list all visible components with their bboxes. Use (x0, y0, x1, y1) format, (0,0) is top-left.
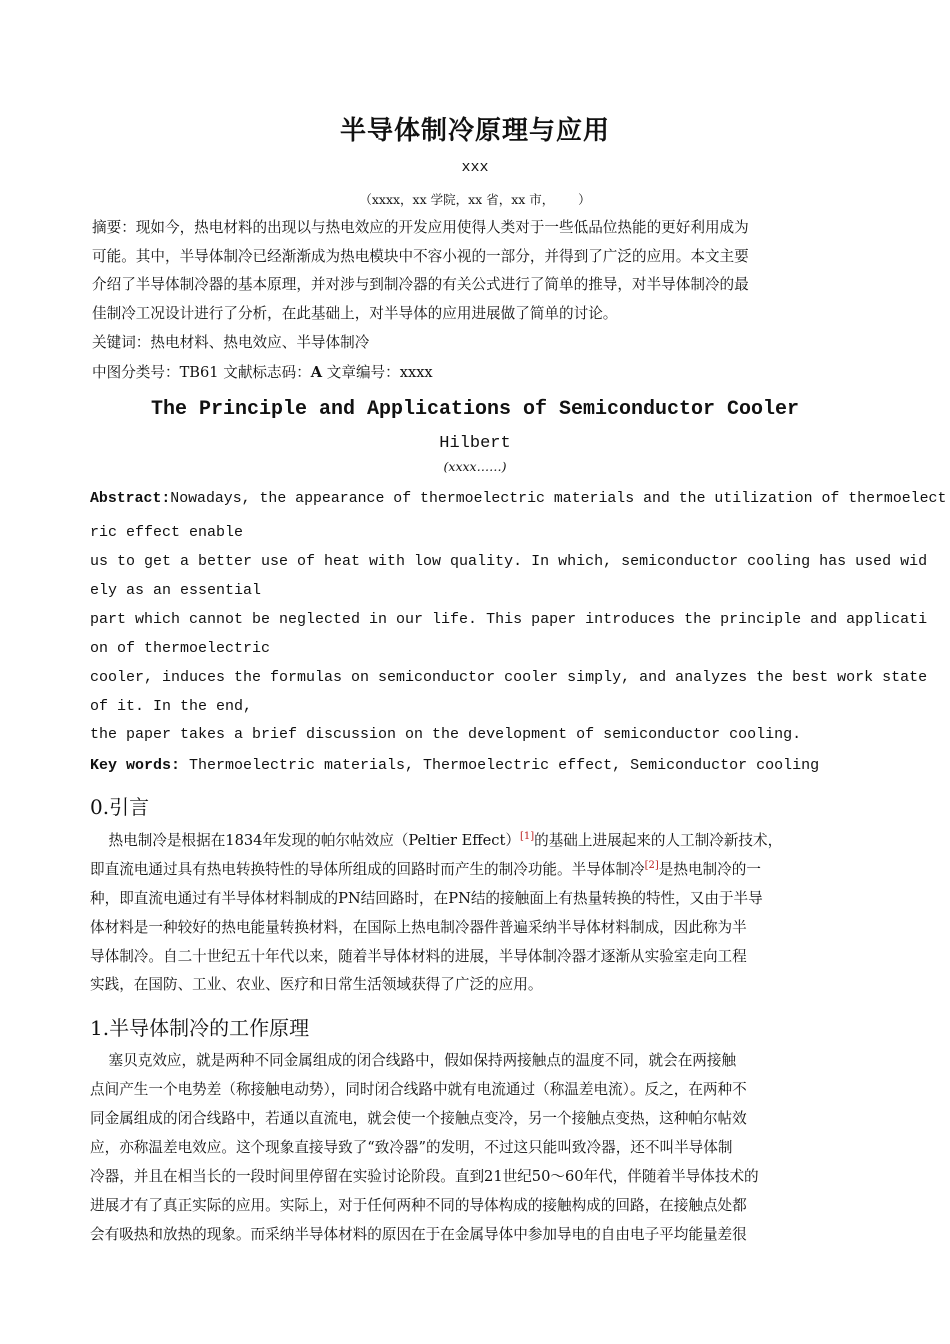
abstract-en-line: the paper takes a brief discussion on the development of semiconductor cooling. (90, 726, 802, 743)
abstract-en-first: Abstract:Nowadays, the appearance of thermoelectric materials and the utilization of thermoelect (90, 490, 947, 507)
affiliation: （xxxx，xx 学院，xx 省，xx 市， ） (359, 192, 591, 207)
section1-line: 冷器，并且在相当长的一段时间里停留在实验讨论阶段。直到21世纪50～60年代，伴随着半导体技术的 (90, 1168, 759, 1185)
abstract-en-line: ely as an essential (90, 582, 262, 599)
abstract-cn-line: 可能。其中，半导体制冷已经渐渐成为热电模块中不容小视的一部分，并得到了广泛的应用。本文主要 (92, 248, 749, 265)
section1-line: 同金属组成的闭合线路中，若通以直流电，就会使一个接触点变冷，另一个接触点变热，这种帕尔帖效 (90, 1110, 747, 1127)
abstract-cn-line: 介绍了半导体制冷器的基本原理，并对涉与到制冷器的有关公式进行了简单的推导，对半导体制冷的最 (92, 276, 749, 293)
english-affiliation: (xxxx……) (443, 459, 507, 474)
section1-line: 会有吸热和放热的现象。而采纳半导体材料的原因在于在金属导体中参加导电的自由电子平均能量差很 (90, 1226, 747, 1243)
section0-line: 热电制冷是根据在1834年发现的帕尔帖效应（Peltier Effect）[1]的基础上进展起来的人工制冷新技术， (90, 831, 783, 849)
author: xxx (461, 159, 489, 176)
keywords-cn: 关键词：热电材料、热电效应、半导体制冷 (92, 334, 370, 351)
abstract-en-line: on of thermoelectric (90, 640, 271, 657)
abstract-cn-line: 佳制冷工况设计进行了分析，在此基础上，对半导体的应用进展做了简单的讨论。 (92, 305, 618, 322)
section0-line: 体材料是一种较好的热电能量转换材料，在国际上热电制冷器件普遍采纳半导体材料制成，因此称为半 (90, 919, 747, 936)
section-heading-intro: 0.引言 (90, 795, 150, 819)
abstract-en-line: us to get a better use of heat with low quality. In which, semiconductor cooling has used wid (90, 553, 928, 570)
section0-line: 即直流电通过具有热电转换特性的导体所组成的回路时而产生的制冷功能。半导体制冷[2]是热电制冷的一 (90, 860, 761, 878)
page-title: 半导体制冷原理与应用 (339, 116, 610, 146)
section0-line: 种，即直流电通过有半导体材料制成的PN结回路时，在PN结的接触面上有热量转换的特性，又由于半导 (90, 890, 763, 907)
english-author: Hilbert (439, 434, 511, 453)
abstract-cn-line: 摘要：现如今，热电材料的出现以与热电效应的开发应用使得人类对于一些低品位热能的更好利用成为 (92, 219, 749, 236)
citation-ref[interactable]: [1] (519, 831, 535, 843)
classification: 中图分类号：TB61 文献标志码：A 文章编号：xxxx (92, 364, 433, 381)
section-heading-principle: 1.半导体制冷的工作原理 (90, 1016, 310, 1040)
section0-line: 导体制冷。自二十世纪五十年代以来，随着半导体材料的进展，半导体制冷器才逐渐从实验室走向工程 (90, 948, 747, 965)
section1-line: 塞贝克效应，就是两种不同金属组成的闭合线路中，假如保持两接触点的温度不同，就会在两接触 (90, 1052, 737, 1069)
section1-line: 点间产生一个电势差（称接触电动势），同时闭合线路中就有电流通过（称温差电流）。反之，在两种不 (90, 1081, 747, 1098)
abstract-en-line: of it. In the end, (90, 698, 253, 715)
abstract-en-line: part which cannot be neglected in our life. This paper introduces the principle and applicati (90, 611, 928, 628)
section1-line: 进展才有了真正实际的应用。实际上，对于任何两种不同的导体构成的接触构成的回路，在接触点处都 (90, 1197, 747, 1214)
section0-line: 实践，在国防、工业、农业、医疗和日常生活领域获得了广泛的应用。 (90, 976, 543, 993)
english-title: The Principle and Applications of Semiconductor Cooler (150, 398, 800, 421)
citation-ref[interactable]: [2] (644, 860, 659, 872)
abstract-en-line: ric effect enable (90, 524, 244, 541)
keywords-en: Key words: Thermoelectric materials, Thermoelectric effect, Semiconductor cooling (90, 757, 820, 774)
section1-line: 应，亦称温差电效应。这个现象直接导致了“致冷器”的发明，不过这只能叫致冷器，还不叫半导体制 (90, 1139, 733, 1156)
abstract-en-line: cooler, induces the formulas on semiconductor cooler simply, and analyzes the best work state (90, 669, 928, 686)
